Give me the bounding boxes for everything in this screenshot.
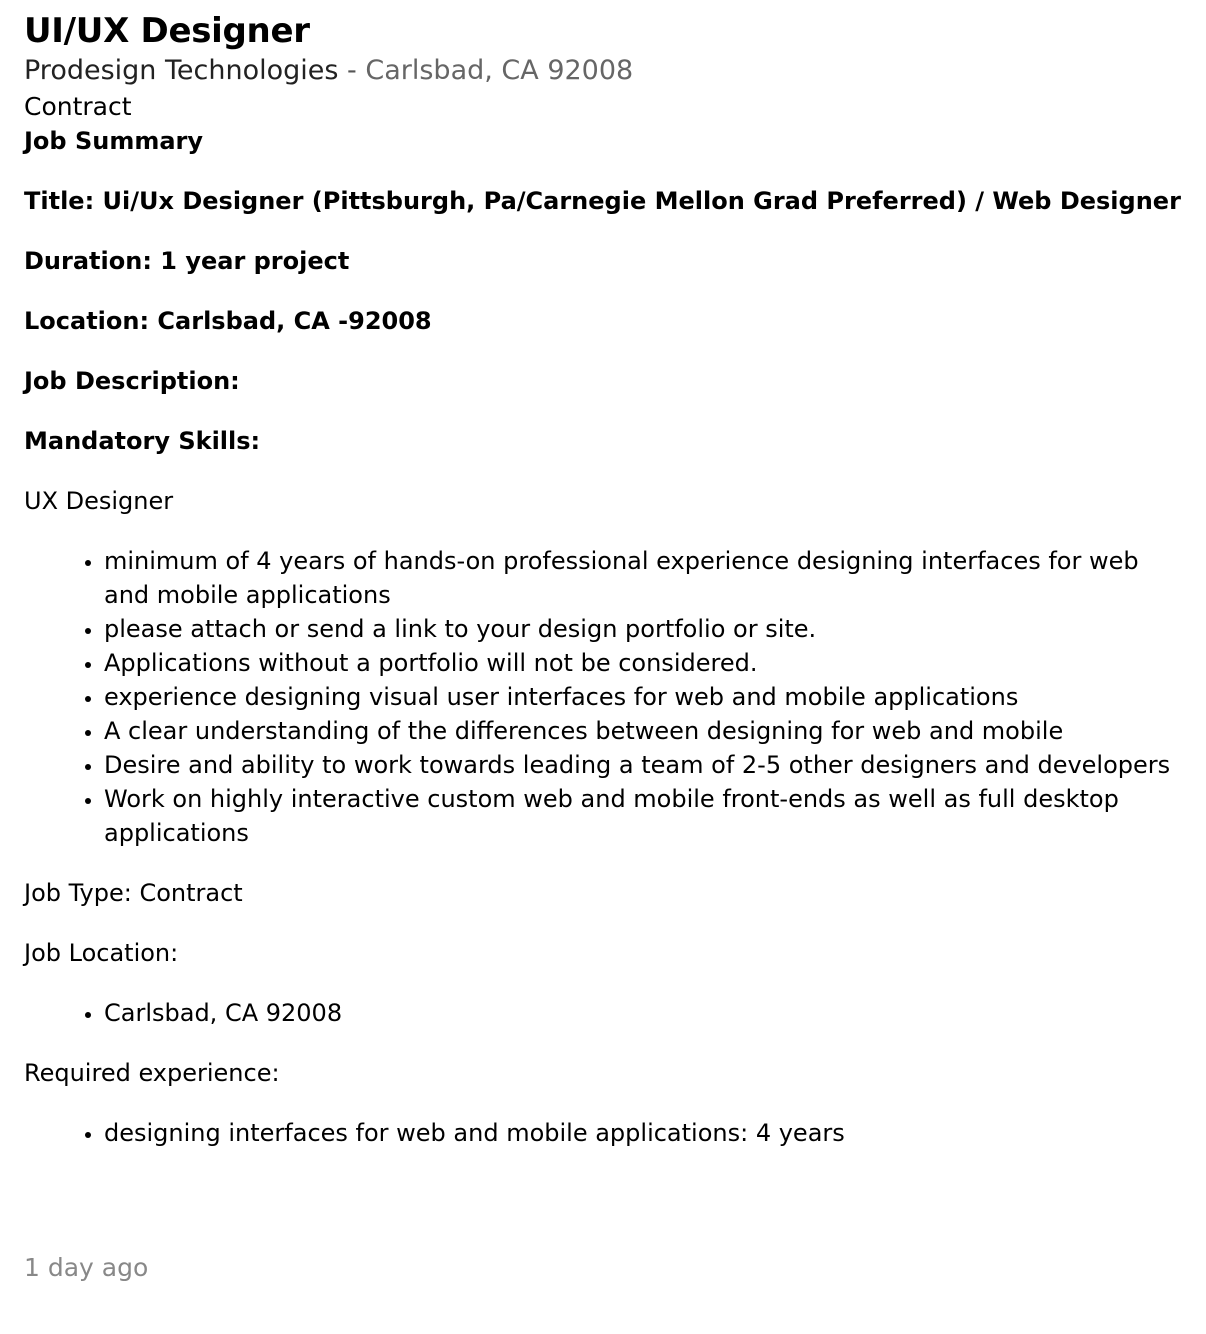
skill-item: • experience designing visual user interfaces for web and mobile applications xyxy=(104,680,1184,714)
job-posting xyxy=(24,10,1184,1176)
job-location-heading: Job Location: xyxy=(24,939,179,967)
skill-item: • Applications without a portfolio will not be considered. xyxy=(104,646,1184,680)
required-experience-item: • designing interfaces for web and mobile applications: 4 years xyxy=(104,1116,1184,1150)
job-title: UI/UX Designer xyxy=(24,11,310,51)
skill-item: • A clear understanding of the differences between designing for web and mobile xyxy=(104,714,1184,748)
location-line: Location: Carlsbad, CA -92008 xyxy=(24,307,432,335)
job-location-list xyxy=(24,996,1184,1030)
company-location-separator: - xyxy=(338,55,366,86)
required-experience-list xyxy=(24,1116,1184,1150)
job-description xyxy=(24,124,1184,1150)
skill-item: • please attach or send a link to your design portfolio or site. xyxy=(104,612,1184,646)
role-label: UX Designer xyxy=(24,487,174,515)
duration-line: Duration: 1 year project xyxy=(24,247,350,275)
skill-item: • Work on highly interactive custom web and mobile front-ends as well as full desktop applications xyxy=(104,782,1184,850)
job-type: Contract xyxy=(24,92,132,121)
company-line xyxy=(24,52,1184,90)
posted-date: 1 day ago xyxy=(24,1253,149,1282)
job-summary-heading: Job Summary xyxy=(24,127,204,155)
mandatory-skills-heading: Mandatory Skills: xyxy=(24,427,261,455)
skills-list xyxy=(24,544,1184,850)
skill-item: • minimum of 4 years of hands-on professional experience designing interfaces for web and mobile applications xyxy=(104,544,1184,612)
skill-item: • Desire and ability to work towards leading a team of 2-5 other designers and developers xyxy=(104,748,1184,782)
job-type-line: Job Type: Contract xyxy=(24,879,243,907)
job-location: Carlsbad, CA 92008 xyxy=(365,55,634,86)
company-name: Prodesign Technologies xyxy=(24,55,339,86)
title-line: Title: Ui/Ux Designer (Pittsburgh, Pa/Carnegie Mellon Grad Preferred) / Web Designer xyxy=(24,187,1181,215)
required-experience-heading: Required experience: xyxy=(24,1059,280,1087)
job-location-item: • Carlsbad, CA 92008 xyxy=(104,996,1184,1030)
job-description-heading: Job Description: xyxy=(24,367,240,395)
